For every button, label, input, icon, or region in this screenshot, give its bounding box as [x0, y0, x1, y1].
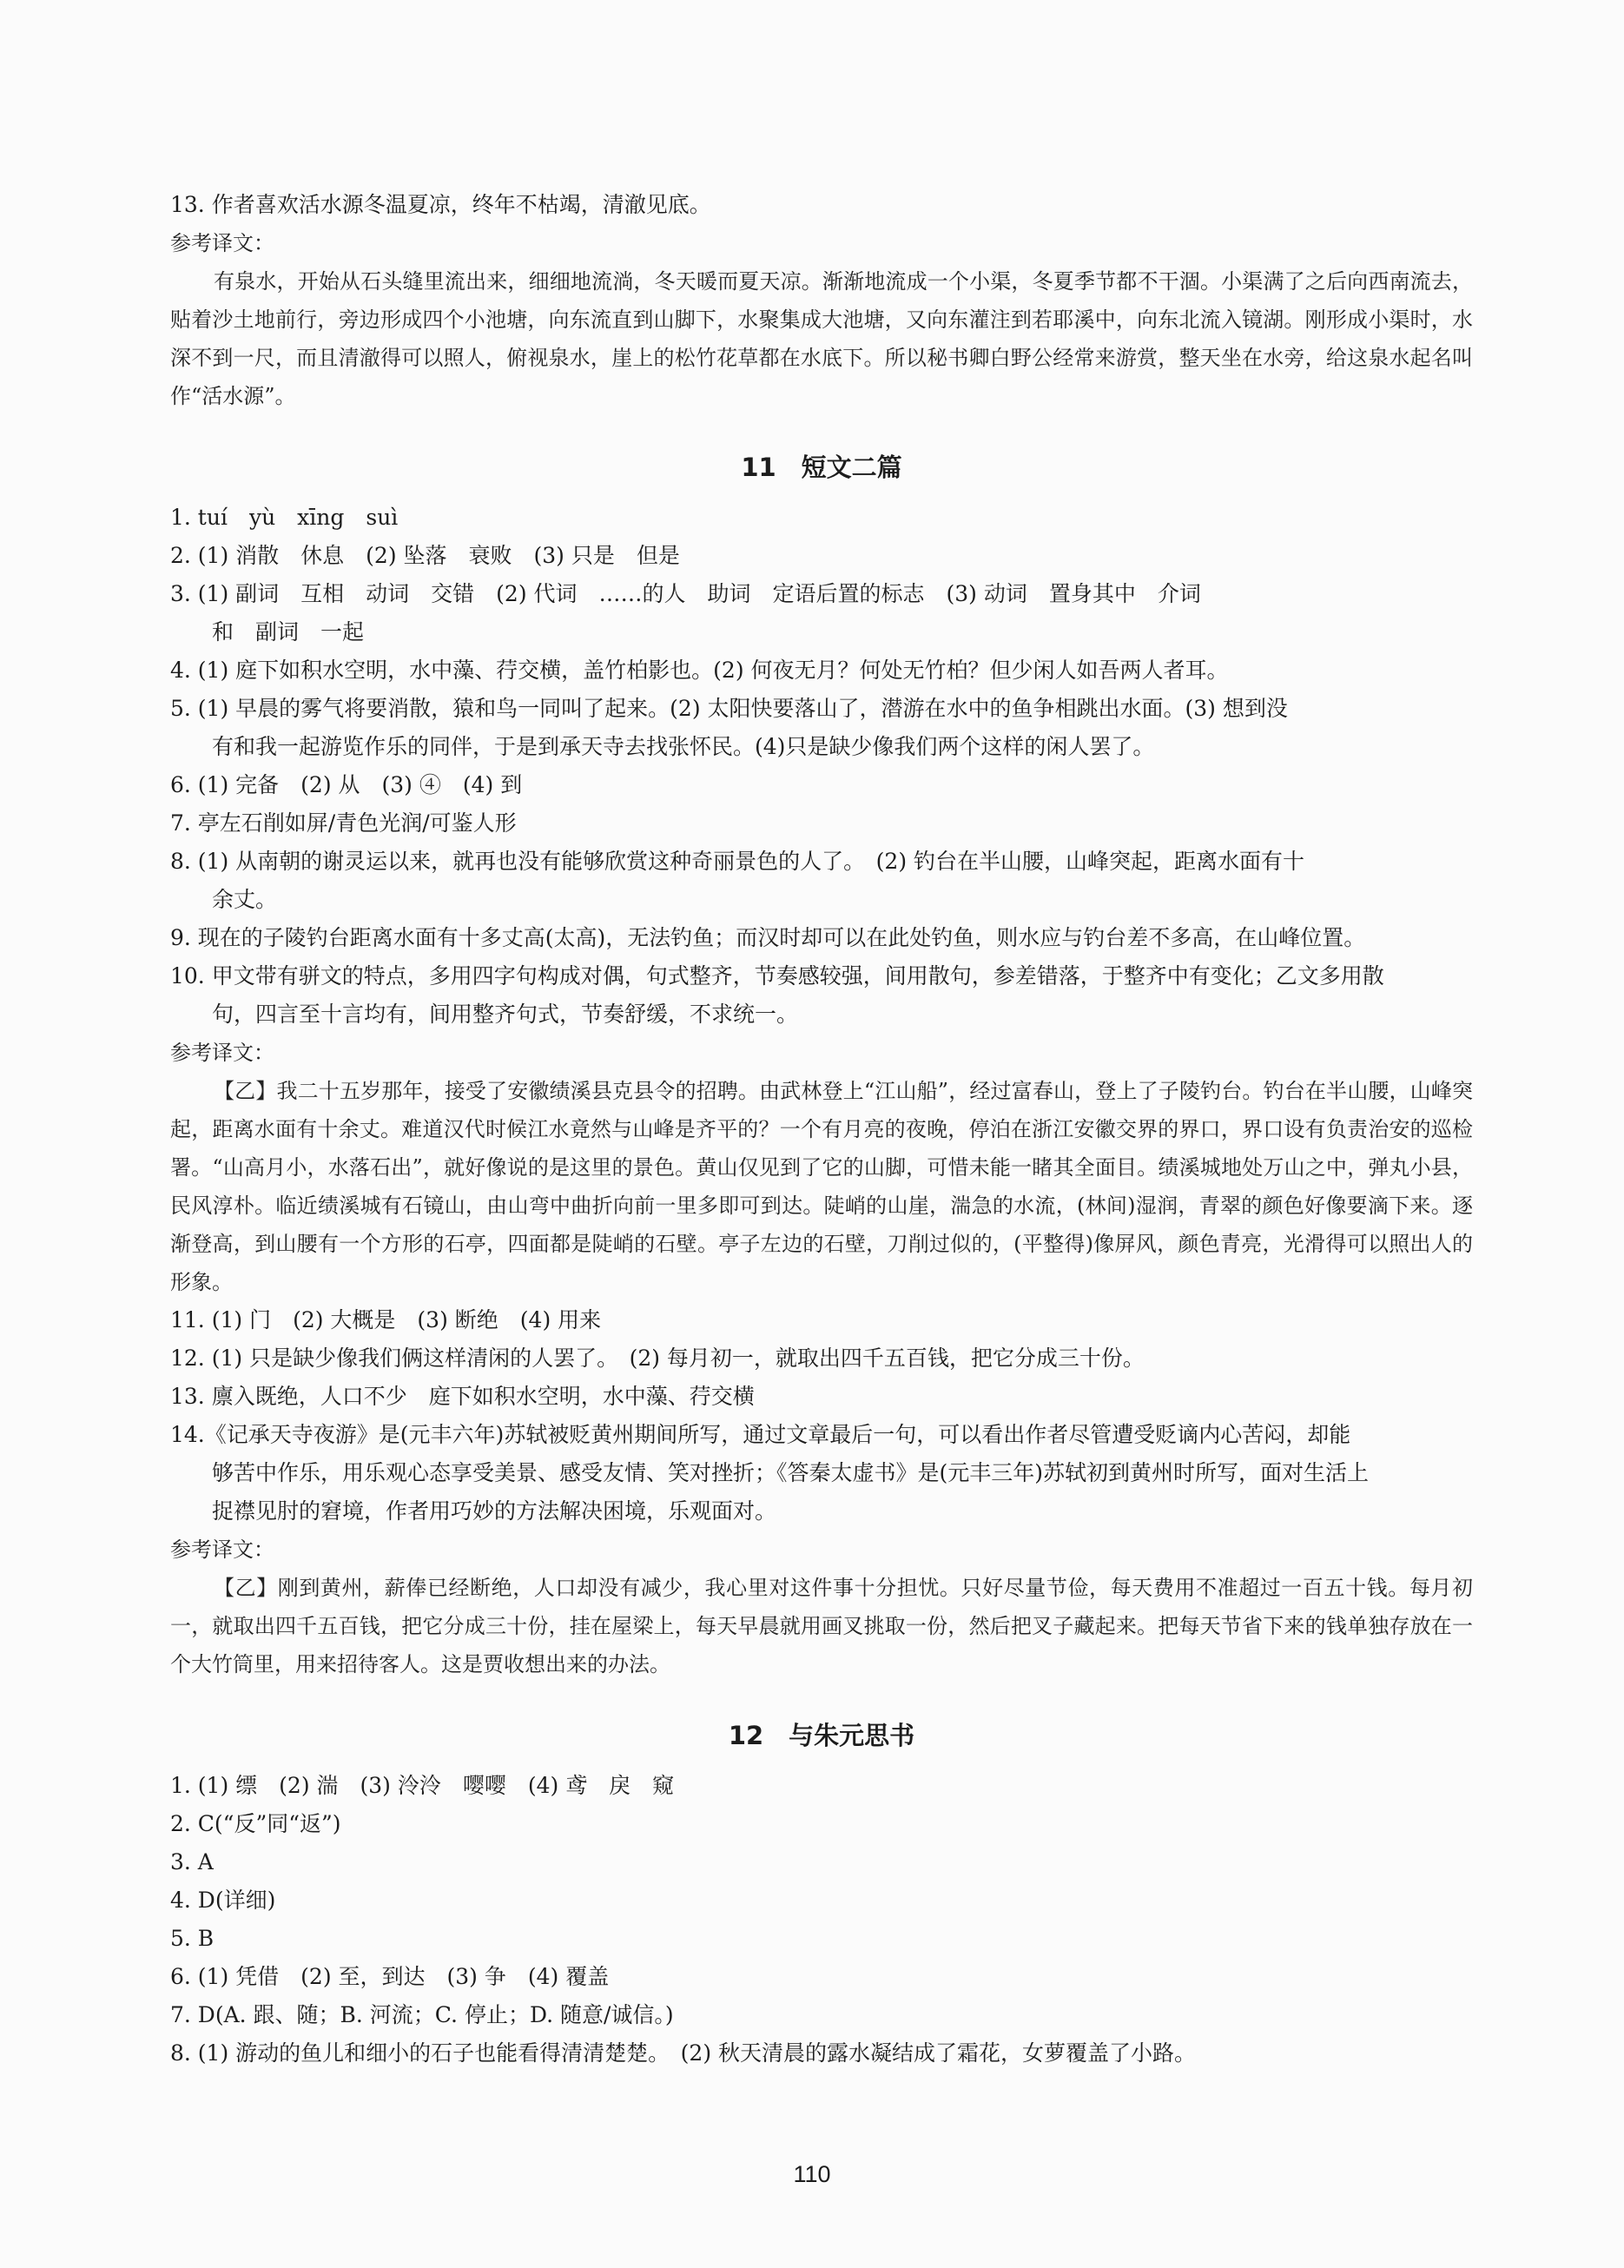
section-title-11: 11 短文二篇 — [741, 453, 902, 482]
reference-translation — [170, 262, 1473, 415]
translation-paragraph: 【乙】刚到黄州，薪俸已经断绝，人口却没有减少，我心里对这件事十分担忧。只好尽量节俭，每天费用不准超过一百五十钱。每月初一，就取出四千五百钱，把它分成三十份，挂在屋梁上，每天早晨就用画叉挑取一份，然后把叉子藏起来。把每天节省下来的钱单独存放在一个大竹筒里，用来招待客人。这是贾收想出来的办法。 — [170, 1576, 1473, 1676]
answer-item: 2. (1) 消散 休息 (2) 坠落 衰败 (3) 只是 但是 — [170, 543, 680, 568]
page-number: 110 — [793, 2161, 831, 2187]
answer-item: 14.《记承天寺夜游》是(元丰六年)苏轼被贬黄州期间所写，通过文章最后一句，可以看出作者尽管遭受贬谪内心苦闷，却能 — [170, 1422, 1351, 1447]
answer-item: 11. (1) 门 (2) 大概是 (3) 断绝 (4) 用来 — [170, 1307, 602, 1332]
reference-translation-label: 参考译文： — [170, 1041, 274, 1065]
reference-translation — [170, 1569, 1473, 1683]
answer-item: 3. A — [170, 1849, 214, 1875]
answer-item-continued: 有和我一起游览作乐的同伴，于是到承天寺去找张怀民。(4)只是缺少像我们两个这样的闲人罢了。 — [212, 734, 1155, 759]
answer-item-continued: 余丈。 — [212, 887, 278, 912]
answer-item: 8. (1) 从南朝的谢灵运以来，就再也没有能够欣赏这种奇丽景色的人了。 (2) 钓台在半山腰，山峰突起，距离水面有十 — [170, 849, 1305, 874]
answer-item-continued: 捉襟见肘的窘境，作者用巧妙的方法解决困境，乐观面对。 — [212, 1498, 777, 1524]
answer-item: 4. (1) 庭下如积水空明，水中藻、荇交横，盖竹柏影也。(2) 何夜无月？何处无竹柏？但少闲人如吾两人者耳。 — [170, 658, 1229, 683]
reference-translation — [170, 1072, 1473, 1301]
reference-translation-label: 参考译文： — [170, 231, 274, 255]
answer-item: 5. B — [170, 1926, 215, 1951]
answer-item: 6. (1) 凭借 (2) 至，到达 (3) 争 (4) 覆盖 — [170, 1964, 610, 1989]
answer-item: 5. (1) 早晨的雾气将要消散，猿和鸟一同叫了起来。(2) 太阳快要落山了，潜游在水中的鱼争相跳出水面。(3) 想到没 — [170, 696, 1288, 721]
translation-paragraph: 【乙】我二十五岁那年，接受了安徽绩溪县克县令的招聘。由武林登上“江山船”，经过富春山，登上了子陵钓台。钓台在半山腰，山峰突起，距离水面有十余丈。难道汉代时候江水竟然与山峰是齐平的？一个有月亮的夜晚，停泊在浙江安徽交界的界口，界口设有负责治安的巡检署。“山高月小，水落石出”，就好像说的是这里的景色。黄山仅见到了它的山脚，可惜未能一睹其全面目。绩溪城地处万山之中，弹丸小县，民风淳朴。临近绩溪城有石镜山，由山弯中曲折向前一里多即可到达。陡峭的山崖，湍急的水流，(林间)湿润，青翠的颜色好像要滴下来。逐渐登高，到山腰有一个方形的石亭，四面都是陡峭的石壁。亭子左边的石壁，刀削过似的，(平整得)像屏风，颜色青亮，光滑得可以照出人的形象。 — [170, 1079, 1473, 1294]
reference-translation-label: 参考译文： — [170, 1537, 274, 1562]
answer-item: 12. (1) 只是缺少像我们俩这样清闲的人罢了。 (2) 每月初一，就取出四千五百钱，把它分成三十份。 — [170, 1346, 1145, 1371]
answer-item: 7. D(A. 跟、随；B. 河流；C. 停止；D. 随意/诚信。) — [170, 2002, 674, 2027]
answer-item: 2. C(“反”同“返”) — [170, 1811, 341, 1836]
answer-item: 3. (1) 副词 互相 动词 交错 (2) 代词 ……的人 助词 定语后置的标志 (3) 动词 置身其中 介词 — [170, 581, 1201, 606]
answer-item: 13. 廪入既绝，人口不少 庭下如积水空明，水中藻、荇交横 — [170, 1384, 755, 1409]
answer-item: 9. 现在的子陵钓台距离水面有十多丈高(太高)，无法钓鱼；而汉时却可以在此处钓鱼，则水应与钓台差不多高，在山峰位置。 — [170, 925, 1366, 950]
answer-item: 1. tuí yù xīng suì — [170, 505, 399, 530]
answer-item: 7. 亭左石削如屏/青色光润/可鉴人形 — [170, 810, 517, 836]
answer-item: 6. (1) 完备 (2) 从 (3) ④ (4) 到 — [170, 772, 523, 797]
answer-item: 1. (1) 缥 (2) 湍 (3) 泠泠 嘤嘤 (4) 鸢 戾 窥 — [170, 1773, 675, 1798]
translation-paragraph: 有泉水，开始从石头缝里流出来，细细地流淌，冬天暖而夏天凉。渐渐地流成一个小渠，冬夏季节都不干涸。小渠满了之后向西南流去，贴着沙土地前行，旁边形成四个小池塘，向东流直到山脚下，水聚集成大池塘，又向东灌注到若耶溪中，向东北流入镜湖。刚形成小渠时，水深不到一尺，而且清澈得可以照人，俯视泉水，崖上的松竹花草都在水底下。所以秘书卿白野公经常来游赏，整天坐在水旁，给这泉水起名叫作“活水源”。 — [170, 269, 1473, 408]
section-title-12: 12 与朱元思书 — [728, 1721, 915, 1750]
answer-item: 10. 甲文带有骈文的特点，多用四字句构成对偶，句式整齐，节奏感较强，间用散句，参差错落，于整齐中有变化；乙文多用散 — [170, 963, 1384, 989]
answer-item: 4. D(详细) — [170, 1888, 276, 1913]
answer-item-continued: 够苦中作乐，用乐观心态享受美景、感受友情、笑对挫折；《答秦太虚书》是(元丰三年)苏轼初到黄州时所写，面对生活上 — [212, 1460, 1370, 1485]
answer-item-continued: 句，四言至十言均有，间用整齐句式，节奏舒缓，不求统一。 — [212, 1002, 799, 1027]
answer-item: 8. (1) 游动的鱼儿和细小的石子也能看得清清楚楚。 (2) 秋天清晨的露水凝结成了霜花，女萝覆盖了小路。 — [170, 2040, 1197, 2066]
answer-content — [170, 186, 1473, 2073]
answer-13: 13. 作者喜欢活水源冬温夏凉，终年不枯竭，清澈见底。 — [170, 192, 711, 217]
answer-item-continued: 和 副词 一起 — [212, 619, 365, 645]
